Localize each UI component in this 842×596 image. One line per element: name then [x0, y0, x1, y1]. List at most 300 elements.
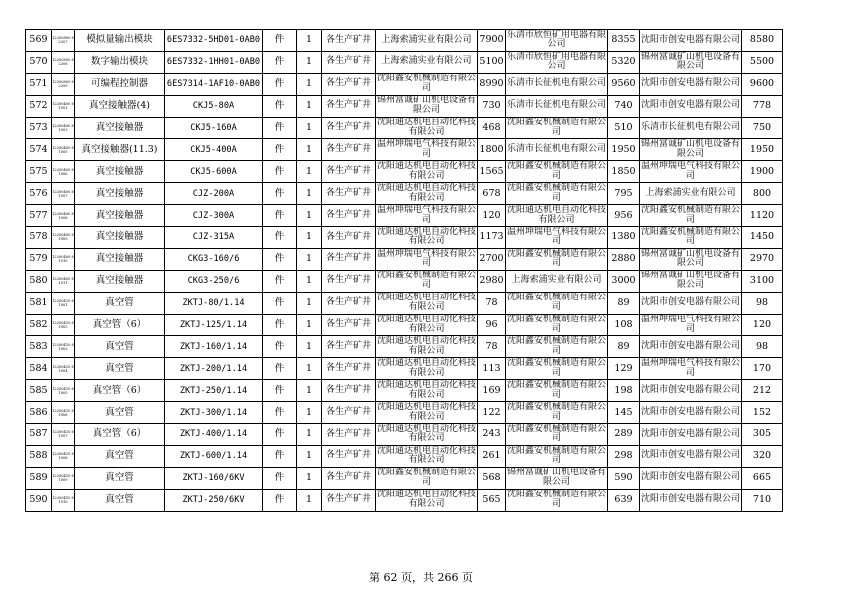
table-row — [26, 117, 783, 139]
model-spec-cell: ZKTJ-80/1.14 — [165, 292, 263, 314]
item-name-cell: 真空管 — [75, 402, 165, 424]
material-code-cell: 12200410 81008 — [52, 445, 75, 467]
table-row — [26, 205, 783, 227]
source-cell: 各生产矿井 — [322, 402, 376, 424]
supplier-3-cell: 沈阳市创安电器有限公司 — [640, 30, 742, 52]
price-1-cell: 2980 — [478, 270, 506, 292]
row-number-cell: 571 — [26, 73, 52, 95]
supplier-3-cell: 锦州富诚矿山机电设备有限公司 — [640, 139, 740, 159]
quantity-cell: 1 — [297, 402, 322, 424]
price-3-cell: 800 — [742, 183, 783, 205]
price-2-cell: 740 — [608, 95, 640, 117]
model-spec-cell: ZKTJ-125/1.14 — [165, 314, 263, 336]
model-spec-cell: CJZ-200A — [165, 183, 263, 205]
price-2-cell: 108 — [608, 314, 640, 336]
supplier-2-cell: 沈阳鑫安机械制造有限公司 — [506, 423, 606, 444]
quantity-cell: 1 — [297, 139, 322, 161]
source-cell: 各生产矿井 — [322, 95, 376, 117]
item-name-cell: 真空接触器 — [75, 183, 165, 205]
price-1-cell: 1173 — [478, 227, 506, 249]
price-2-cell: 5320 — [608, 51, 640, 73]
model-spec-cell: CKJ5-80A — [165, 95, 263, 117]
price-3-cell: 305 — [742, 424, 783, 446]
price-2-cell: 89 — [608, 292, 640, 314]
row-number-cell: 584 — [26, 358, 52, 380]
material-code-cell: 12200400 81008 — [52, 205, 75, 227]
table-row — [26, 95, 783, 117]
source-cell: 各生产矿井 — [322, 227, 376, 249]
price-3-cell: 320 — [742, 445, 783, 467]
unit-cell: 件 — [263, 402, 297, 424]
price-1-cell: 730 — [478, 95, 506, 117]
model-spec-cell: CKJ5-600A — [165, 161, 263, 183]
price-2-cell: 1950 — [608, 139, 640, 161]
supplier-2-cell: 沈阳鑫安机械制造有限公司 — [506, 489, 606, 510]
supplier-3-cell: 乐清市长征机电有限公司 — [640, 117, 742, 139]
supplier-3-cell: 温州坤瑞电气科技有限公司 — [640, 314, 740, 335]
material-code-cell: 12200400 81010 — [52, 248, 75, 270]
source-cell: 各生产矿井 — [322, 161, 376, 183]
supplier-1-cell: 温州坤瑞电气科技有限公司 — [376, 139, 476, 159]
source-cell: 各生产矿井 — [322, 314, 376, 336]
model-spec-cell: 6ES7314-1AF10-0AB0 — [165, 73, 263, 95]
price-2-cell: 1380 — [608, 227, 640, 249]
price-2-cell: 129 — [608, 358, 640, 380]
supplier-3-cell: 沈阳市创安电器有限公司 — [640, 292, 742, 314]
price-1-cell: 5100 — [478, 51, 506, 73]
unit-cell: 件 — [263, 161, 297, 183]
row-number-cell: 586 — [26, 402, 52, 424]
item-name-cell: 真空管（6） — [75, 314, 165, 336]
supplier-1-cell: 沈阳通达机电自动化科技有限公司 — [376, 182, 476, 203]
price-3-cell: 5500 — [742, 51, 783, 73]
row-number-cell: 579 — [26, 248, 52, 270]
supplier-2-cell: 锦州富诚矿山机电设备有限公司 — [506, 467, 606, 488]
price-1-cell: 1800 — [478, 139, 506, 161]
price-3-cell: 152 — [742, 402, 783, 424]
material-code-cell: 12200800 82207 — [52, 30, 75, 52]
quantity-cell: 1 — [297, 270, 322, 292]
price-3-cell: 212 — [742, 380, 783, 402]
price-2-cell: 298 — [608, 445, 640, 467]
quantity-cell: 1 — [297, 358, 322, 380]
row-number-cell: 590 — [26, 489, 52, 511]
supplier-1-cell: 沈阳鑫安机械制造有限公司 — [376, 270, 476, 291]
price-3-cell: 120 — [742, 314, 783, 336]
item-name-cell: 真空管 — [75, 336, 165, 358]
supplier-1-cell: 温州坤瑞电气科技有限公司 — [376, 204, 476, 225]
price-1-cell: 468 — [478, 117, 506, 139]
item-name-cell: 真空接触器 — [75, 205, 165, 227]
quantity-cell: 1 — [297, 95, 322, 117]
quantity-cell: 1 — [297, 227, 322, 249]
supplier-3-cell: 温州坤瑞电气科技有限公司 — [640, 160, 740, 181]
row-number-cell: 587 — [26, 424, 52, 446]
price-3-cell: 98 — [742, 292, 783, 314]
price-1-cell: 96 — [478, 314, 506, 336]
table-row — [26, 402, 783, 424]
supplier-2-cell: 沈阳鑫安机械制造有限公司 — [506, 445, 606, 466]
supplier-2-cell: 沈阳鑫安机械制造有限公司 — [506, 401, 606, 422]
supplier-1-cell: 沈阳通达机电自动化科技有限公司 — [376, 401, 476, 422]
quantity-cell: 1 — [297, 467, 322, 489]
supplier-2-cell: 沈阳鑫安机械制造有限公司 — [506, 160, 606, 181]
quantity-cell: 1 — [297, 117, 322, 139]
item-name-cell: 可编程控制器 — [75, 73, 165, 95]
price-3-cell: 9600 — [742, 73, 783, 95]
price-3-cell: 665 — [742, 467, 783, 489]
row-number-cell: 582 — [26, 314, 52, 336]
price-1-cell: 122 — [478, 402, 506, 424]
row-number-cell: 583 — [26, 336, 52, 358]
supplier-1-cell: 沈阳通达机电自动化科技有限公司 — [376, 336, 476, 356]
material-code-cell: 12200410 81003 — [52, 336, 75, 358]
table-body — [26, 30, 783, 512]
page-footer: 第 62 页，共 266 页 — [369, 571, 473, 584]
price-1-cell: 2700 — [478, 248, 506, 270]
supplier-1-cell: 沈阳通达机电自动化科技有限公司 — [376, 423, 476, 444]
source-cell: 各生产矿井 — [322, 183, 376, 205]
model-spec-cell: CKJ5-400A — [165, 139, 263, 161]
unit-cell: 件 — [263, 51, 297, 73]
supplier-3-cell: 温州坤瑞电气科技有限公司 — [640, 358, 740, 378]
supplier-1-cell: 沈阳通达机电自动化科技有限公司 — [376, 489, 476, 510]
price-1-cell: 678 — [478, 183, 506, 205]
price-1-cell: 120 — [478, 205, 506, 227]
material-code-cell: 12200410 81006 — [52, 402, 75, 424]
material-code-cell: 12200400 81007 — [52, 183, 75, 205]
quantity-cell: 1 — [297, 248, 322, 270]
unit-cell: 件 — [263, 292, 297, 314]
row-number-cell: 588 — [26, 445, 52, 467]
source-cell: 各生产矿井 — [322, 205, 376, 227]
table-row — [26, 30, 783, 52]
material-code-cell: 12200400 81006 — [52, 161, 75, 183]
unit-cell: 件 — [263, 424, 297, 446]
supplier-1-cell: 沈阳通达机电自动化科技有限公司 — [376, 226, 476, 247]
supplier-3-cell: 锦州富诚矿山机电设备有限公司 — [640, 270, 740, 291]
source-cell: 各生产矿井 — [322, 292, 376, 314]
model-spec-cell: ZKTJ-200/1.14 — [165, 358, 263, 380]
supplier-3-cell: 沈阳市创安电器有限公司 — [640, 424, 742, 446]
material-code-cell: 12200800 82209 — [52, 73, 75, 95]
table-row — [26, 227, 783, 249]
price-1-cell: 7900 — [478, 30, 506, 52]
table-row — [26, 183, 783, 205]
material-code-cell: 12200410 81005 — [52, 380, 75, 402]
table-row — [26, 292, 783, 314]
supplier-1-cell: 锦州富诚矿山机电设备有限公司 — [376, 95, 476, 116]
supplier-1-cell: 沈阳通达机电自动化科技有限公司 — [376, 117, 476, 137]
supplier-1-cell: 沈阳通达机电自动化科技有限公司 — [376, 445, 476, 466]
price-3-cell: 98 — [742, 336, 783, 358]
price-1-cell: 78 — [478, 336, 506, 358]
price-2-cell: 639 — [608, 489, 640, 511]
row-number-cell: 569 — [26, 30, 52, 52]
price-3-cell: 8580 — [742, 30, 783, 52]
supplier-2-cell: 乐清市长征机电有限公司 — [506, 73, 608, 95]
price-1-cell: 261 — [478, 445, 506, 467]
price-3-cell: 1950 — [742, 139, 783, 161]
supplier-2-cell: 乐清市欣恒矿用电器有限公司 — [506, 51, 606, 72]
unit-cell: 件 — [263, 139, 297, 161]
table-row — [26, 314, 783, 336]
price-3-cell: 750 — [742, 117, 783, 139]
quantity-cell: 1 — [297, 489, 322, 511]
supplier-3-cell: 沈阳市创安电器有限公司 — [640, 73, 742, 95]
table-row — [26, 424, 783, 446]
supplier-1-cell: 温州坤瑞电气科技有限公司 — [376, 248, 476, 269]
quantity-cell: 1 — [297, 30, 322, 52]
supplier-2-cell: 沈阳鑫安机械制造有限公司 — [506, 314, 606, 335]
price-2-cell: 2880 — [608, 248, 640, 270]
price-3-cell: 2970 — [742, 248, 783, 270]
unit-cell: 件 — [263, 270, 297, 292]
supplier-3-cell: 沈阳市创安电器有限公司 — [640, 336, 742, 358]
price-2-cell: 590 — [608, 467, 640, 489]
model-spec-cell: ZKTJ-250/1.14 — [165, 380, 263, 402]
supplier-1-cell: 沈阳通达机电自动化科技有限公司 — [376, 358, 476, 378]
item-name-cell: 真空管 — [75, 292, 165, 314]
unit-cell: 件 — [263, 467, 297, 489]
row-number-cell: 576 — [26, 183, 52, 205]
supplier-1-cell: 沈阳通达机电自动化科技有限公司 — [376, 292, 476, 313]
supplier-3-cell: 沈阳鑫安机械制造有限公司 — [640, 204, 740, 225]
table-row — [26, 489, 783, 511]
material-code-cell: 12200410 81010 — [52, 489, 75, 511]
model-spec-cell: ZKTJ-400/1.14 — [165, 424, 263, 446]
unit-cell: 件 — [263, 183, 297, 205]
item-name-cell: 真空接触器 — [75, 227, 165, 249]
price-3-cell: 3100 — [742, 270, 783, 292]
unit-cell: 件 — [263, 30, 297, 52]
material-code-cell: 12200410 81004 — [52, 358, 75, 380]
supplier-3-cell: 锦州富诚矿山机电设备有限公司 — [640, 51, 740, 72]
row-number-cell: 578 — [26, 227, 52, 249]
price-2-cell: 956 — [608, 205, 640, 227]
price-1-cell: 8990 — [478, 73, 506, 95]
unit-cell: 件 — [263, 358, 297, 380]
price-1-cell: 1565 — [478, 161, 506, 183]
quantity-cell: 1 — [297, 314, 322, 336]
source-cell: 各生产矿井 — [322, 336, 376, 358]
supplier-3-cell: 沈阳鑫安机械制造有限公司 — [640, 226, 740, 247]
supplier-2-cell: 温州坤瑞电气科技有限公司 — [506, 226, 606, 247]
unit-cell: 件 — [263, 380, 297, 402]
unit-cell: 件 — [263, 117, 297, 139]
model-spec-cell: CKG3-160/6 — [165, 248, 263, 270]
quantity-cell: 1 — [297, 445, 322, 467]
supplier-2-cell: 沈阳鑫安机械制造有限公司 — [506, 336, 606, 356]
row-number-cell: 575 — [26, 161, 52, 183]
quantity-cell: 1 — [297, 380, 322, 402]
supplier-1-cell: 沈阳鑫安机械制造有限公司 — [376, 467, 476, 488]
model-spec-cell: CJZ-300A — [165, 205, 263, 227]
table-row — [26, 336, 783, 358]
model-spec-cell: ZKTJ-160/1.14 — [165, 336, 263, 358]
price-table — [25, 29, 783, 512]
quantity-cell: 1 — [297, 183, 322, 205]
supplier-3-cell: 锦州富诚矿山机电设备有限公司 — [640, 248, 740, 269]
item-name-cell: 真空管 — [75, 489, 165, 511]
row-number-cell: 573 — [26, 117, 52, 139]
source-cell: 各生产矿井 — [322, 358, 376, 380]
model-spec-cell: ZKTJ-250/6KV — [165, 489, 263, 511]
supplier-2-cell: 沈阳鑫安机械制造有限公司 — [506, 379, 606, 400]
item-name-cell: 模拟量输出模块 — [75, 30, 165, 52]
row-number-cell: 574 — [26, 139, 52, 161]
item-name-cell: 真空接触器(11.3) — [75, 139, 165, 161]
price-1-cell: 568 — [478, 467, 506, 489]
table-row — [26, 358, 783, 380]
material-code-cell: 12200410 81009 — [52, 467, 75, 489]
supplier-3-cell: 上海索浦实业有限公司 — [640, 183, 742, 205]
material-code-cell: 12200400 81009 — [52, 227, 75, 249]
material-code-cell: 12200400 81003 — [52, 117, 75, 139]
source-cell: 各生产矿井 — [322, 445, 376, 467]
supplier-3-cell: 沈阳市创安电器有限公司 — [640, 489, 742, 511]
source-cell: 各生产矿井 — [322, 489, 376, 511]
supplier-2-cell: 上海索浦实业有限公司 — [506, 270, 608, 292]
price-1-cell: 113 — [478, 358, 506, 380]
quantity-cell: 1 — [297, 424, 322, 446]
row-number-cell: 580 — [26, 270, 52, 292]
unit-cell: 件 — [263, 95, 297, 117]
price-1-cell: 243 — [478, 424, 506, 446]
row-number-cell: 572 — [26, 95, 52, 117]
model-spec-cell: 6ES7332-5HD01-0AB0 — [165, 30, 263, 52]
material-code-cell: 12200800 82208 — [52, 51, 75, 73]
item-name-cell: 真空接触器 — [75, 161, 165, 183]
price-2-cell: 289 — [608, 424, 640, 446]
row-number-cell: 585 — [26, 380, 52, 402]
price-2-cell: 9560 — [608, 73, 640, 95]
material-code-cell: 12200400 81011 — [52, 270, 75, 292]
supplier-2-cell: 乐清市长征机电有限公司 — [506, 95, 608, 117]
supplier-1-cell: 上海索浦实业有限公司 — [376, 51, 478, 73]
supplier-1-cell: 沈阳通达机电自动化科技有限公司 — [376, 160, 476, 181]
price-3-cell: 170 — [742, 358, 783, 380]
supplier-1-cell: 沈阳通达机电自动化科技有限公司 — [376, 379, 476, 400]
price-2-cell: 8355 — [608, 30, 640, 52]
price-3-cell: 1900 — [742, 161, 783, 183]
table-row — [26, 248, 783, 270]
supplier-3-cell: 沈阳市创安电器有限公司 — [640, 402, 742, 424]
model-spec-cell: CKJ5-160A — [165, 117, 263, 139]
item-name-cell: 真空接触器 — [75, 117, 165, 139]
unit-cell: 件 — [263, 314, 297, 336]
item-name-cell: 真空管 — [75, 467, 165, 489]
supplier-1-cell: 沈阳通达机电自动化科技有限公司 — [376, 314, 476, 335]
item-name-cell: 真空接触器 — [75, 248, 165, 270]
row-number-cell: 589 — [26, 467, 52, 489]
table-row — [26, 161, 783, 183]
price-2-cell: 510 — [608, 117, 640, 139]
quantity-cell: 1 — [297, 336, 322, 358]
material-code-cell: 12200410 81007 — [52, 424, 75, 446]
supplier-1-cell: 上海索浦实业有限公司 — [376, 30, 478, 52]
supplier-2-cell: 乐清市长征机电有限公司 — [506, 139, 608, 161]
supplier-2-cell: 沈阳鑫安机械制造有限公司 — [506, 358, 606, 378]
price-2-cell: 89 — [608, 336, 640, 358]
item-name-cell: 真空管（6） — [75, 380, 165, 402]
item-name-cell: 真空管 — [75, 445, 165, 467]
table-row — [26, 380, 783, 402]
quantity-cell: 1 — [297, 51, 322, 73]
item-name-cell: 真空管（6） — [75, 424, 165, 446]
price-3-cell: 1120 — [742, 205, 783, 227]
price-3-cell: 710 — [742, 489, 783, 511]
source-cell: 各生产矿井 — [322, 424, 376, 446]
price-2-cell: 1850 — [608, 161, 640, 183]
source-cell: 各生产矿井 — [322, 30, 376, 52]
supplier-3-cell: 沈阳市创安电器有限公司 — [640, 445, 742, 467]
row-number-cell: 577 — [26, 205, 52, 227]
model-spec-cell: ZKTJ-160/6KV — [165, 467, 263, 489]
source-cell: 各生产矿井 — [322, 248, 376, 270]
source-cell: 各生产矿井 — [322, 51, 376, 73]
item-name-cell: 数字输出模块 — [75, 51, 165, 73]
model-spec-cell: CKG3-250/6 — [165, 270, 263, 292]
unit-cell: 件 — [263, 336, 297, 358]
unit-cell: 件 — [263, 445, 297, 467]
material-code-cell: 12200400 81001 — [52, 95, 75, 117]
quantity-cell: 1 — [297, 205, 322, 227]
model-spec-cell: ZKTJ-300/1.14 — [165, 402, 263, 424]
unit-cell: 件 — [263, 489, 297, 511]
price-2-cell: 795 — [608, 183, 640, 205]
price-1-cell: 565 — [478, 489, 506, 511]
quantity-cell: 1 — [297, 161, 322, 183]
supplier-2-cell: 沈阳鑫安机械制造有限公司 — [506, 117, 606, 137]
price-3-cell: 778 — [742, 95, 783, 117]
supplier-1-cell: 沈阳鑫安机械制造有限公司 — [376, 73, 476, 94]
material-code-cell: 12200410 81002 — [52, 314, 75, 336]
material-code-cell: 12200410 81001 — [52, 292, 75, 314]
unit-cell: 件 — [263, 227, 297, 249]
price-2-cell: 198 — [608, 380, 640, 402]
source-cell: 各生产矿井 — [322, 117, 376, 139]
supplier-2-cell: 沈阳鑫安机械制造有限公司 — [506, 248, 606, 269]
model-spec-cell: CJZ-315A — [165, 227, 263, 249]
unit-cell: 件 — [263, 73, 297, 95]
supplier-2-cell: 沈阳通达机电自动化科技有限公司 — [506, 204, 606, 225]
material-code-cell: 12200400 81005 — [52, 139, 75, 161]
quantity-cell: 1 — [297, 292, 322, 314]
unit-cell: 件 — [263, 248, 297, 270]
table-row — [26, 73, 783, 95]
price-2-cell: 145 — [608, 402, 640, 424]
supplier-3-cell: 沈阳市创安电器有限公司 — [640, 467, 742, 489]
source-cell: 各生产矿井 — [322, 139, 376, 161]
supplier-3-cell: 沈阳市创安电器有限公司 — [640, 380, 742, 402]
row-number-cell: 581 — [26, 292, 52, 314]
unit-cell: 件 — [263, 205, 297, 227]
item-name-cell: 真空接触器(4) — [75, 95, 165, 117]
supplier-2-cell: 乐清市欣恒矿用电器有限公司 — [506, 29, 606, 50]
table-row — [26, 270, 783, 292]
supplier-3-cell: 沈阳市创安电器有限公司 — [640, 95, 742, 117]
model-spec-cell: 6ES7332-1HH01-0AB0 — [165, 51, 263, 73]
price-1-cell: 78 — [478, 292, 506, 314]
price-1-cell: 169 — [478, 380, 506, 402]
model-spec-cell: ZKTJ-600/1.14 — [165, 445, 263, 467]
source-cell: 各生产矿井 — [322, 380, 376, 402]
row-number-cell: 570 — [26, 51, 52, 73]
supplier-2-cell: 沈阳鑫安机械制造有限公司 — [506, 182, 606, 203]
price-2-cell: 3000 — [608, 270, 640, 292]
source-cell: 各生产矿井 — [322, 270, 376, 292]
